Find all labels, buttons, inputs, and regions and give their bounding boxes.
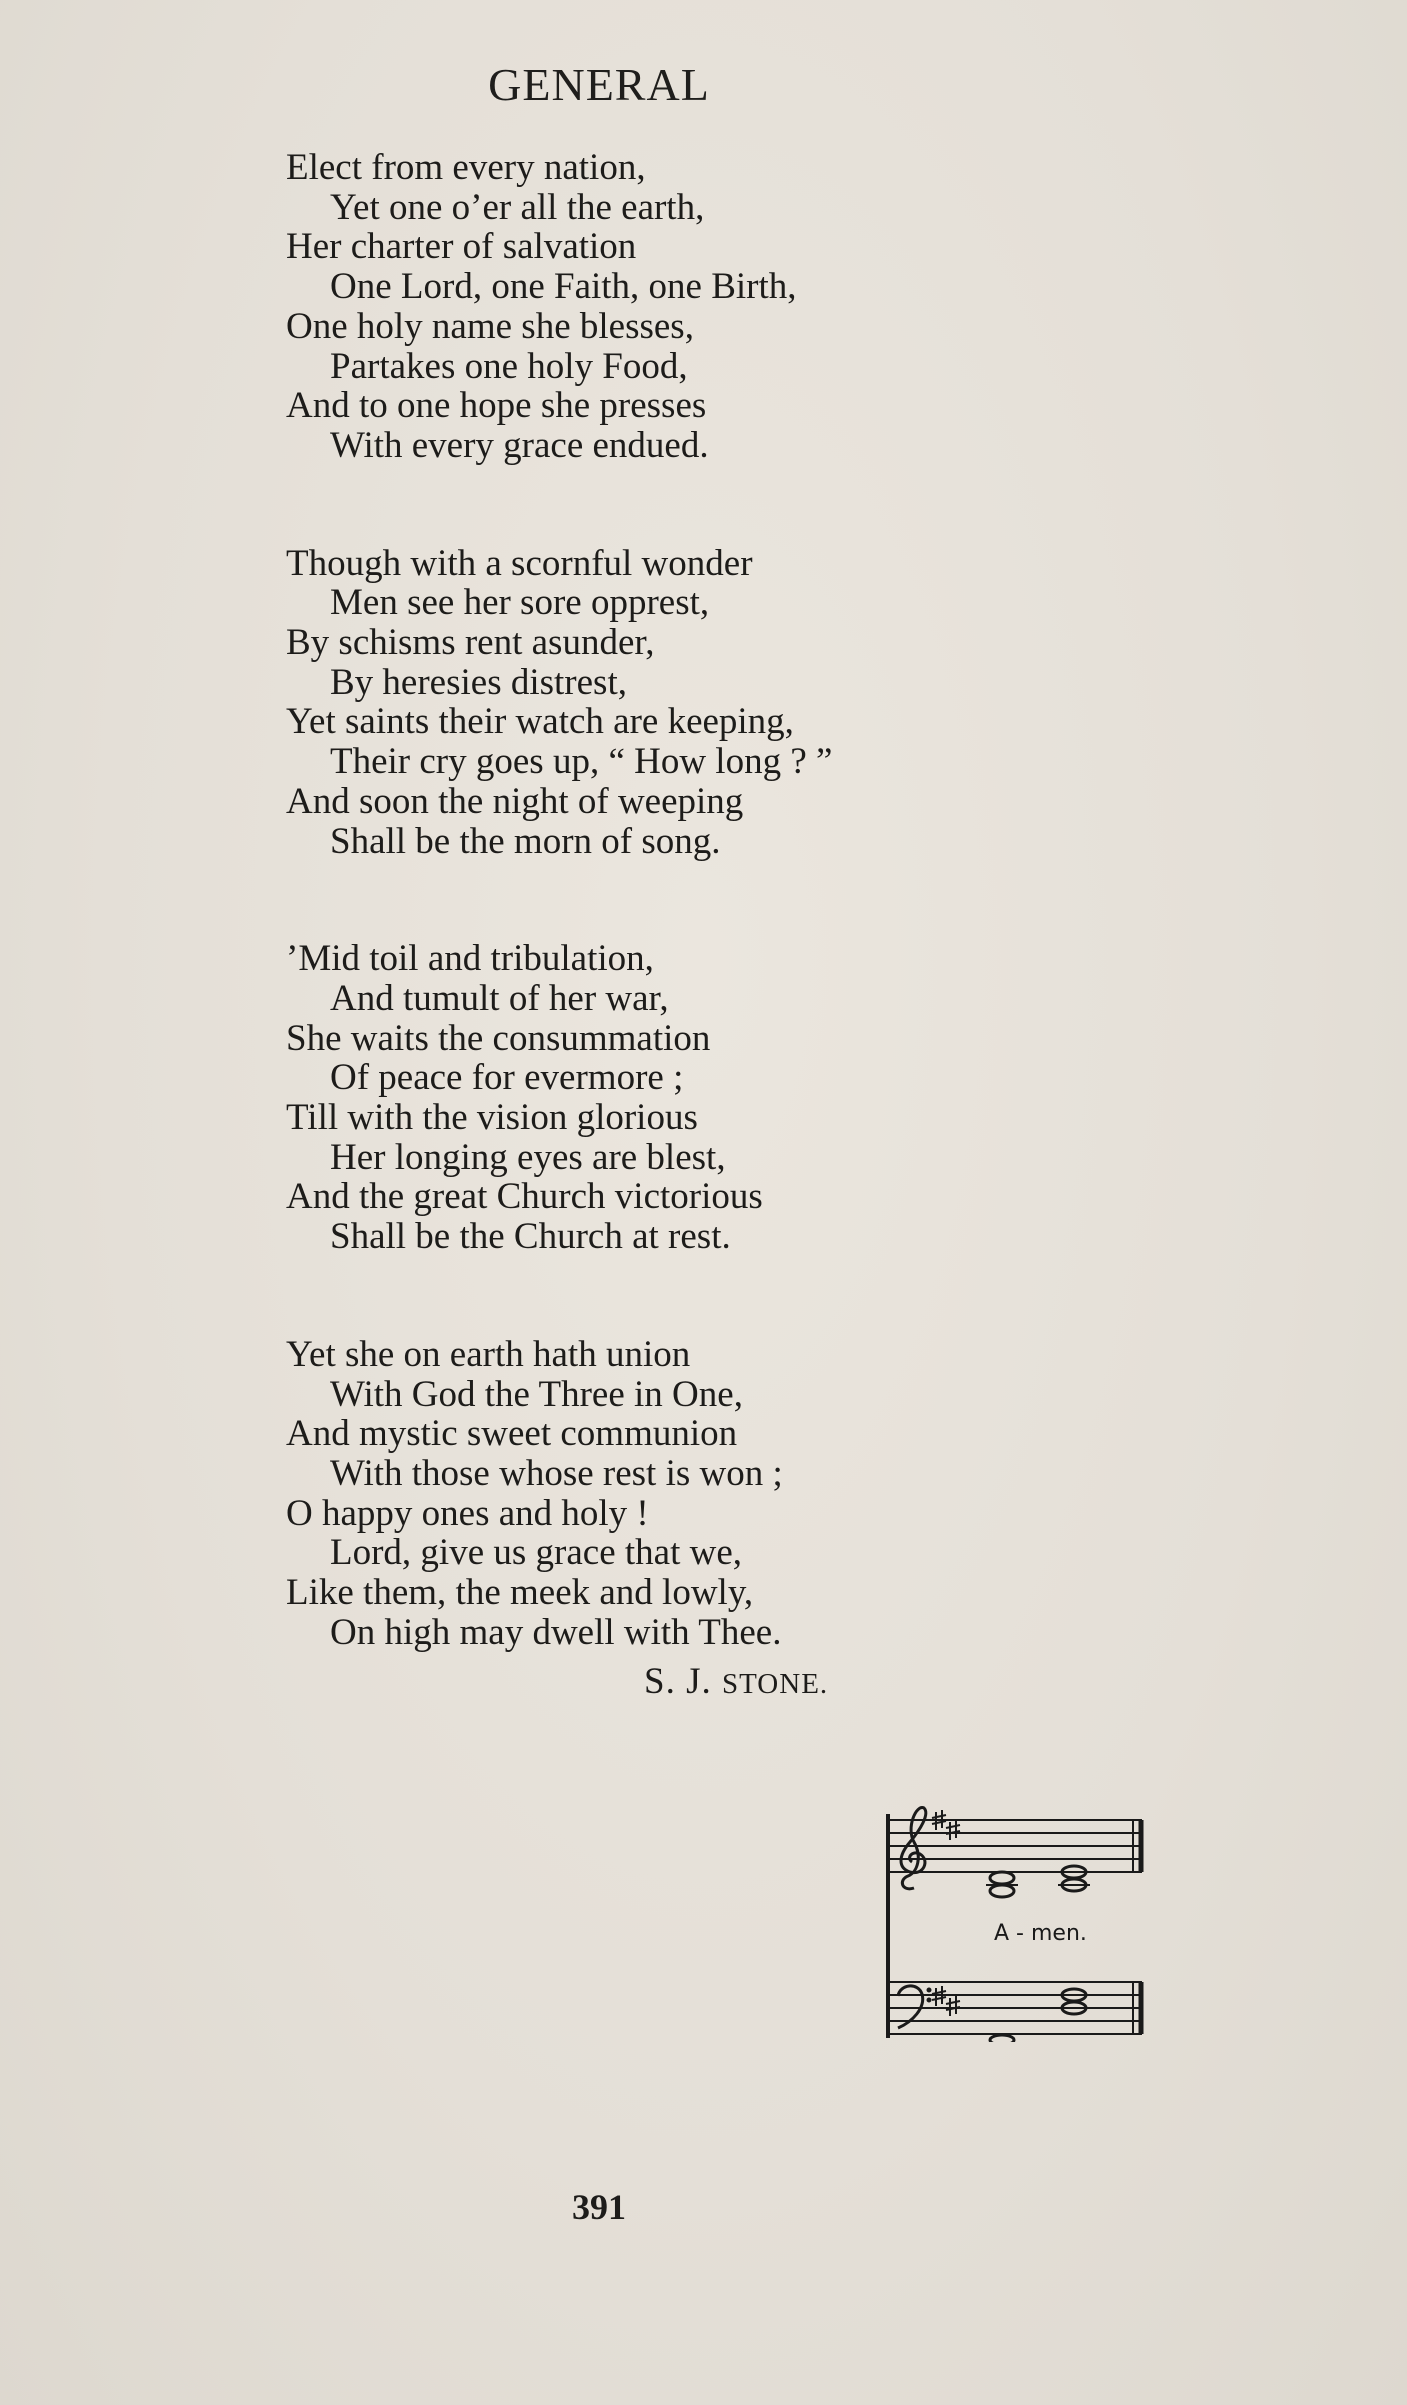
verse bbox=[286, 544, 1006, 862]
verse-line: Yet one o’er all the earth, bbox=[330, 186, 705, 228]
verse-line: By heresies distrest, bbox=[330, 661, 627, 703]
verse-line: And tumult of her war, bbox=[330, 977, 669, 1019]
verse-line: One holy name she blesses, bbox=[286, 305, 694, 347]
verse-line: Yet she on earth hath union bbox=[286, 1333, 691, 1375]
verse-line: Till with the vision glorious bbox=[286, 1097, 698, 1139]
verse-line: O happy ones and holy ! bbox=[286, 1492, 649, 1534]
verse-line: Shall be the Church at rest. bbox=[330, 1216, 731, 1258]
hymn-text bbox=[286, 148, 1006, 1731]
author-surname: STONE. bbox=[721, 1668, 829, 1700]
verse-line: She waits the consummation bbox=[286, 1017, 711, 1059]
verse bbox=[286, 939, 1006, 1257]
page-number: 391 bbox=[572, 2187, 626, 2227]
verse-line: Though with a scornful wonder bbox=[286, 542, 753, 584]
verse-line: Partakes one holy Food, bbox=[330, 345, 688, 387]
verse-line: By schisms rent asunder, bbox=[286, 622, 655, 664]
verse-line: Yet saints their watch are keeping, bbox=[286, 701, 794, 743]
author-attribution bbox=[644, 1660, 828, 1703]
verse-line: Her longing eyes are blest, bbox=[330, 1136, 726, 1178]
verse-line: Her charter of salvation bbox=[286, 226, 637, 268]
verse-line: Lord, give us grace that we, bbox=[330, 1532, 742, 1574]
verse-line: With those whose rest is won ; bbox=[330, 1452, 783, 1494]
verse bbox=[286, 1335, 1006, 1653]
amen-music-notation bbox=[884, 1796, 1150, 2042]
verse-line: Their cry goes up, “ How long ? ” bbox=[330, 741, 833, 783]
verse-line: On high may dwell with Thee. bbox=[330, 1611, 782, 1653]
verse-line: Men see her sore opprest, bbox=[330, 582, 710, 624]
verse-line: Elect from every nation, bbox=[286, 147, 646, 188]
verse-line: Shall be the morn of song. bbox=[330, 820, 721, 862]
verse-line: And soon the night of weeping bbox=[286, 780, 744, 822]
amen-lyric: A - men. bbox=[994, 1921, 1087, 1946]
running-head: GENERAL bbox=[488, 59, 710, 110]
verse-line: With God the Three in One, bbox=[330, 1373, 743, 1415]
author-initials: S. J. bbox=[644, 1661, 712, 1702]
verse-line: One Lord, one Faith, one Birth, bbox=[330, 266, 797, 308]
verse-line: And to one hope she presses bbox=[286, 385, 707, 427]
verse-line: With every grace endued. bbox=[330, 424, 709, 466]
verse-line: ’Mid toil and tribulation, bbox=[286, 938, 654, 980]
verse-line: Like them, the meek and lowly, bbox=[286, 1572, 754, 1614]
verse-line: And mystic sweet communion bbox=[286, 1413, 738, 1455]
verse bbox=[286, 148, 1006, 466]
verse-line: And the great Church victorious bbox=[286, 1176, 763, 1218]
verse-line: Of peace for evermore ; bbox=[330, 1057, 684, 1099]
